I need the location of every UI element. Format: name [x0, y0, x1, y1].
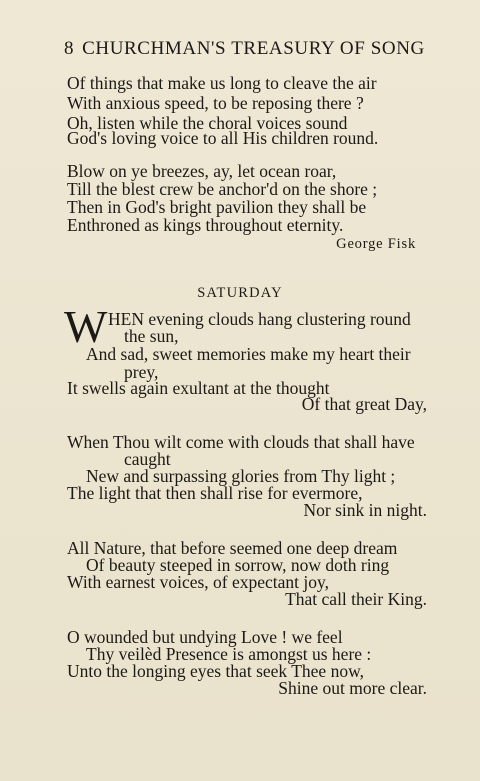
drop-cap: W — [64, 301, 108, 352]
verse-line: All Nature, that before seemed one deep dream — [67, 538, 398, 558]
verse-line: God's loving voice to all His children round. — [67, 128, 379, 148]
verse-line: With anxious speed, to be reposing there ? — [67, 93, 364, 113]
verse-line: New and surpassing glories from Thy light ; — [86, 466, 396, 486]
running-title: CHURCHMAN'S TREASURY OF SONG — [82, 38, 425, 59]
verse-line: When Thou wilt come with clouds that shall have — [67, 432, 415, 452]
verse-line: Oh, listen while the choral voices sound — [67, 113, 348, 133]
verse-line: Blow on ye breezes, ay, let ocean roar, — [67, 161, 337, 181]
verse-line: Enthroned as kings throughout eternity. — [67, 215, 344, 235]
poem-title: SATURDAY — [197, 285, 283, 301]
page-number: 8 — [64, 38, 75, 59]
verse-line: Shine out more clear. — [278, 678, 427, 698]
verse-line: The light that then shall rise for evermore, — [67, 483, 363, 503]
running-header — [64, 38, 425, 60]
verse-line: That call their King. — [285, 589, 427, 609]
verse-line: Nor sink in night. — [303, 500, 427, 520]
verse-line: It swells again exultant at the thought — [67, 378, 330, 398]
verse-line: Of that great Day, — [301, 394, 427, 414]
verse-line: O wounded but undying Love ! we feel — [67, 627, 343, 647]
verse-line: HEN evening clouds hang clustering round — [108, 309, 411, 329]
verse-line: Then in God's bright pavilion they shall be — [67, 197, 367, 217]
verse-line: the sun, — [124, 326, 179, 346]
verse-line: And sad, sweet memories make my heart their — [86, 344, 411, 364]
verse-line: Till the blest crew be anchor'd on the shore ; — [67, 179, 378, 199]
verse-line: Unto the longing eyes that seek Thee now, — [67, 661, 364, 681]
verse-line: Thy veilèd Presence is amongst us here : — [86, 644, 372, 664]
verse-line: Of things that make us long to cleave the air — [67, 73, 377, 93]
author-signature: George Fisk — [336, 236, 416, 252]
verse-line: caught — [124, 449, 171, 469]
verse-line: prey, — [124, 362, 159, 382]
verse-line: Of beauty steeped in sorrow, now doth ring — [86, 555, 390, 575]
verse-line: With earnest voices, of expectant joy, — [67, 572, 330, 592]
